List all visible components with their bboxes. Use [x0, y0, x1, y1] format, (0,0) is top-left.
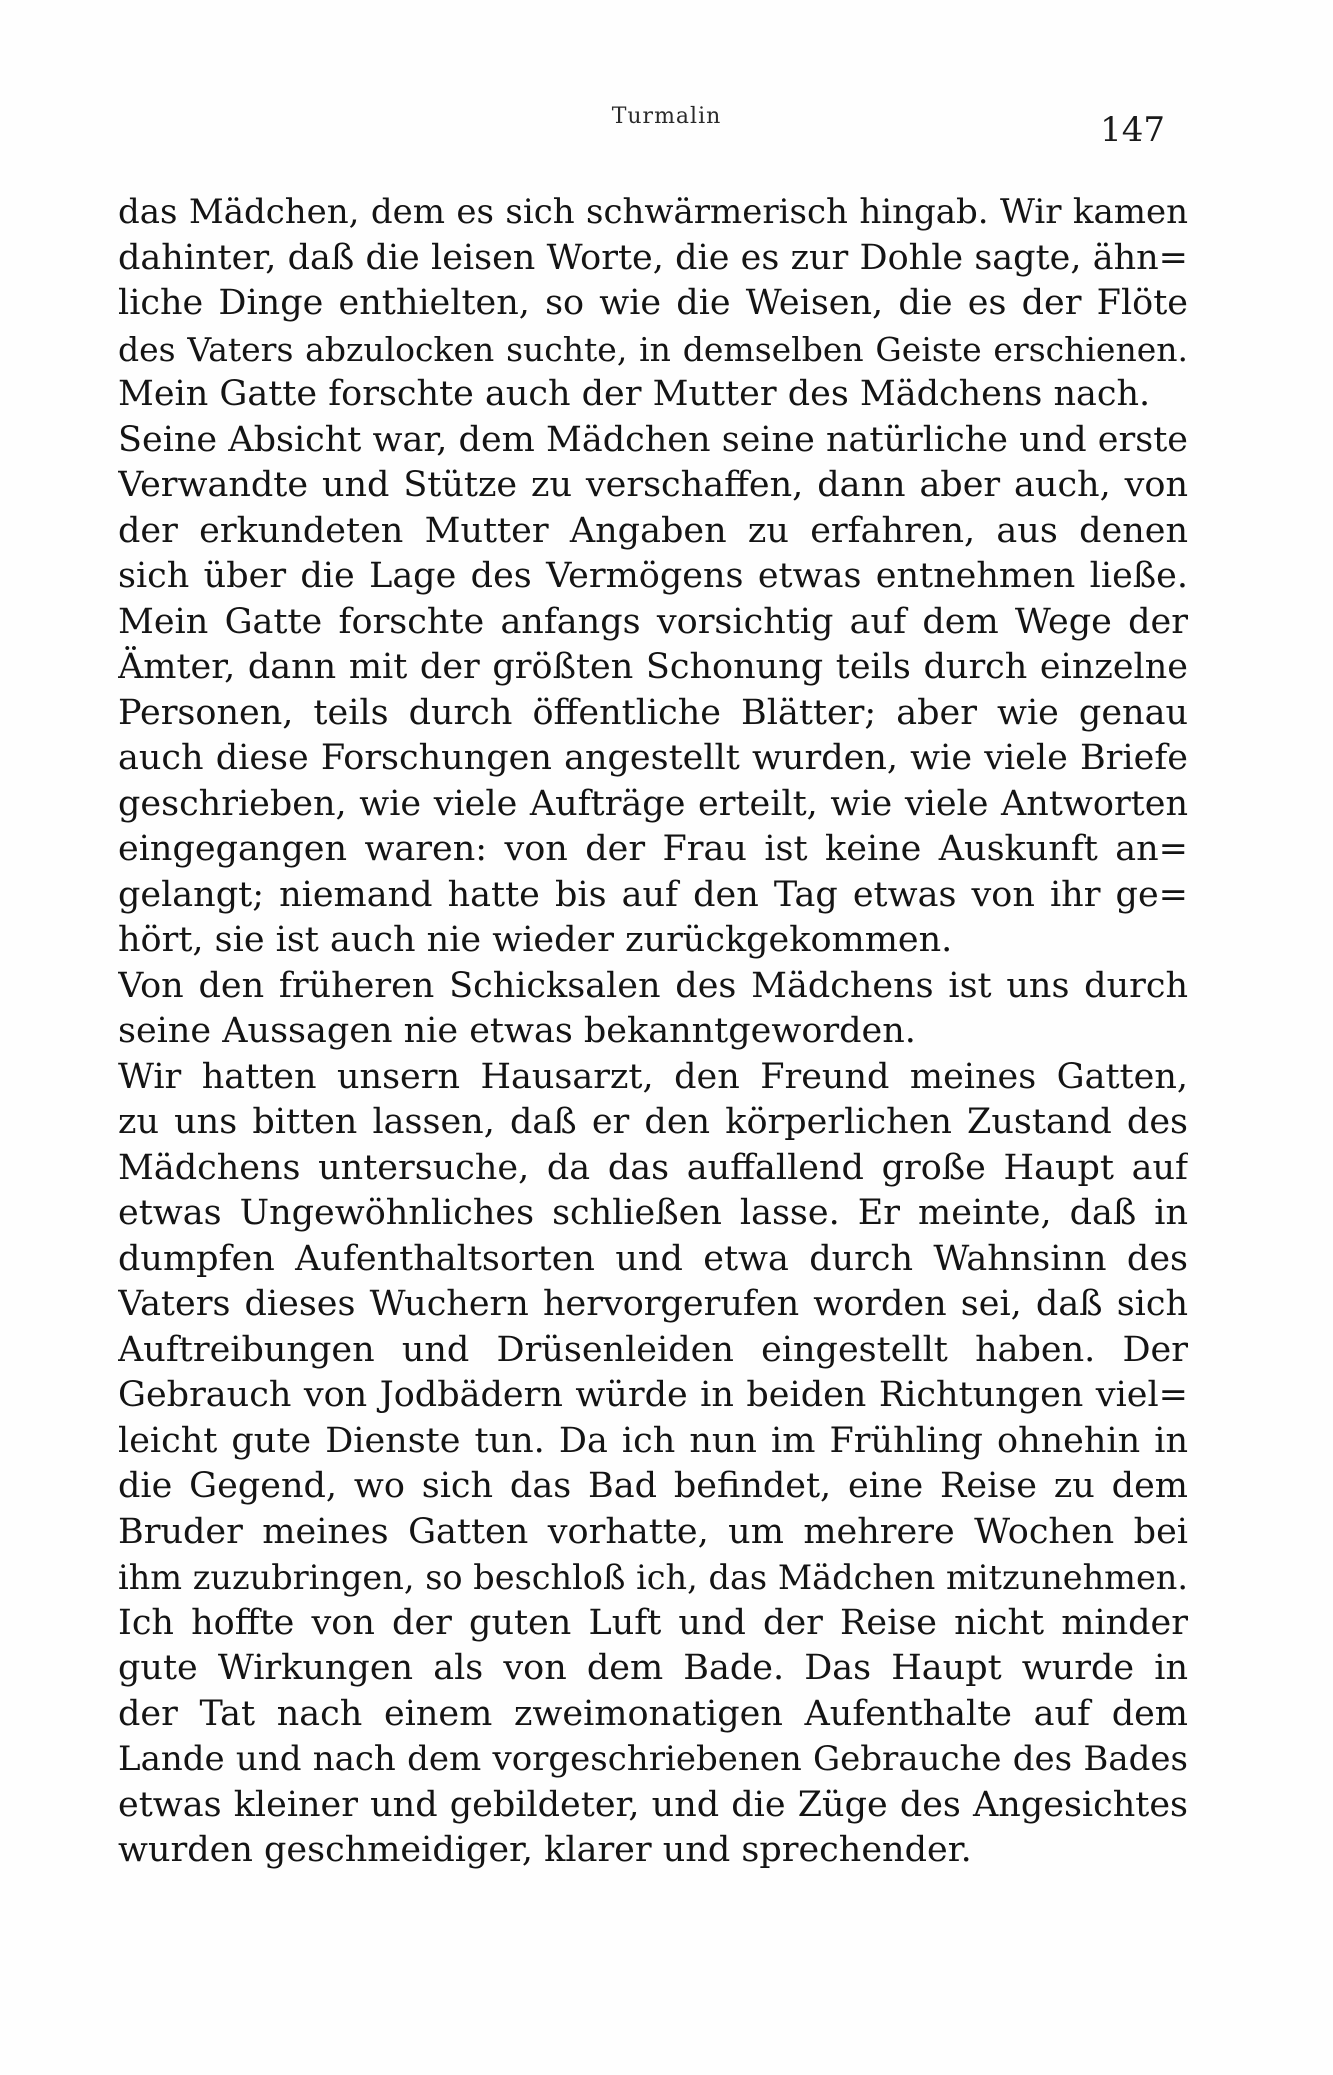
- text-line: wurden geschmeidiger, klarer und sprechender.: [118, 1830, 972, 1870]
- text-line: liche Dinge enthielten, so wie die Weisen, die es der Flöte: [118, 283, 1188, 323]
- text-line: Personen, teils durch öffentliche Blätter; aber wie genau: [118, 692, 1188, 733]
- text-line: Ich hoffte von der guten Luft und der Reise nicht minder: [118, 1602, 1188, 1643]
- body-text: [118, 190, 1188, 1874]
- text-line: Mein Gatte forschte anfangs vorsichtig auf dem Wege der: [118, 601, 1188, 642]
- text-line: Lande und nach dem vorgeschriebenen Gebrauche des Bades: [118, 1739, 1188, 1779]
- text-line: Auftreibungen und Drüsenleiden eingestellt haben. Der: [118, 1329, 1188, 1370]
- page-number: 147: [1100, 110, 1165, 150]
- text-line: zu uns bitten lassen, daß er den körperlichen Zustand des: [118, 1102, 1188, 1142]
- text-line: Vaters dieses Wuchern hervorgerufen worden sei, daß sich: [118, 1284, 1188, 1324]
- text-line: dahinter, daß die leisen Worte, die es zur Dohle sagte, ähn=: [118, 237, 1188, 278]
- text-line: Von den früheren Schicksalen des Mädchens ist uns durch: [118, 965, 1188, 1006]
- text-line: auch diese Forschungen angestellt wurden, wie viele Briefe: [118, 738, 1188, 778]
- text-line: gelangt; niemand hatte bis auf den Tag etwas von ihr ge=: [118, 874, 1188, 915]
- text-line: das Mädchen, dem es sich schwärmerisch hingab. Wir kamen: [118, 192, 1188, 232]
- text-line: gute Wirkungen als von dem Bade. Das Haupt wurde in: [118, 1648, 1188, 1688]
- text-line: etwas Ungewöhnliches schließen lasse. Er meinte, daß in: [118, 1193, 1188, 1233]
- text-line: sich über die Lage des Vermögens etwas entnehmen ließe.: [118, 556, 1188, 596]
- text-line: die Gegend, wo sich das Bad befindet, eine Reise zu dem: [118, 1466, 1188, 1506]
- text-line: Bruder meines Gatten vorhatte, um mehrere Wochen bei: [118, 1511, 1188, 1552]
- text-line: Mein Gatte forschte auch der Mutter des Mädchens nach.: [118, 374, 1151, 414]
- text-line: ihm zuzubringen, so beschloß ich, das Mädchen mitzunehmen.: [118, 1558, 1188, 1597]
- text-line: geschrieben, wie viele Aufträge erteilt, wie viele Antworten: [118, 783, 1188, 824]
- text-line: der erkundeten Mutter Angaben zu erfahren, aus denen: [118, 510, 1188, 551]
- text-line: Wir hatten unsern Hausarzt, den Freund meines Gatten,: [118, 1056, 1188, 1097]
- text-line: Mädchens untersuche, da das auffallend große Haupt auf: [118, 1147, 1188, 1188]
- text-line: leicht gute Dienste tun. Da ich nun im Frühling ohnehin in: [118, 1420, 1188, 1461]
- text-line: hört, sie ist auch nie wieder zurückgekommen.: [118, 920, 953, 960]
- text-line: der Tat nach einem zweimonatigen Aufenthalte auf dem: [118, 1693, 1188, 1734]
- text-line: eingegangen waren: von der Frau ist keine Auskunft an=: [118, 829, 1188, 869]
- text-line: des Vaters abzulocken suchte, in demselben Geiste erschienen.: [118, 329, 1188, 369]
- text-line: Ämter, dann mit der größten Schonung teils durch einzelne: [118, 647, 1188, 687]
- text-line: Seine Absicht war, dem Mädchen seine natürliche und erste: [118, 419, 1188, 460]
- text-line: Verwandte und Stütze zu verschaffen, dann aber auch, von: [118, 465, 1188, 505]
- text-line: seine Aussagen nie etwas bekanntgeworden.: [118, 1011, 916, 1051]
- text-line: etwas kleiner und gebildeter, und die Züge des Angesichtes: [118, 1784, 1188, 1825]
- text-line: Gebrauch von Jodbädern würde in beiden Richtungen viel=: [118, 1375, 1188, 1415]
- running-header: Turmalin: [611, 104, 722, 129]
- text-line: dumpfen Aufenthaltsorten und etwa durch Wahnsinn des: [118, 1238, 1188, 1279]
